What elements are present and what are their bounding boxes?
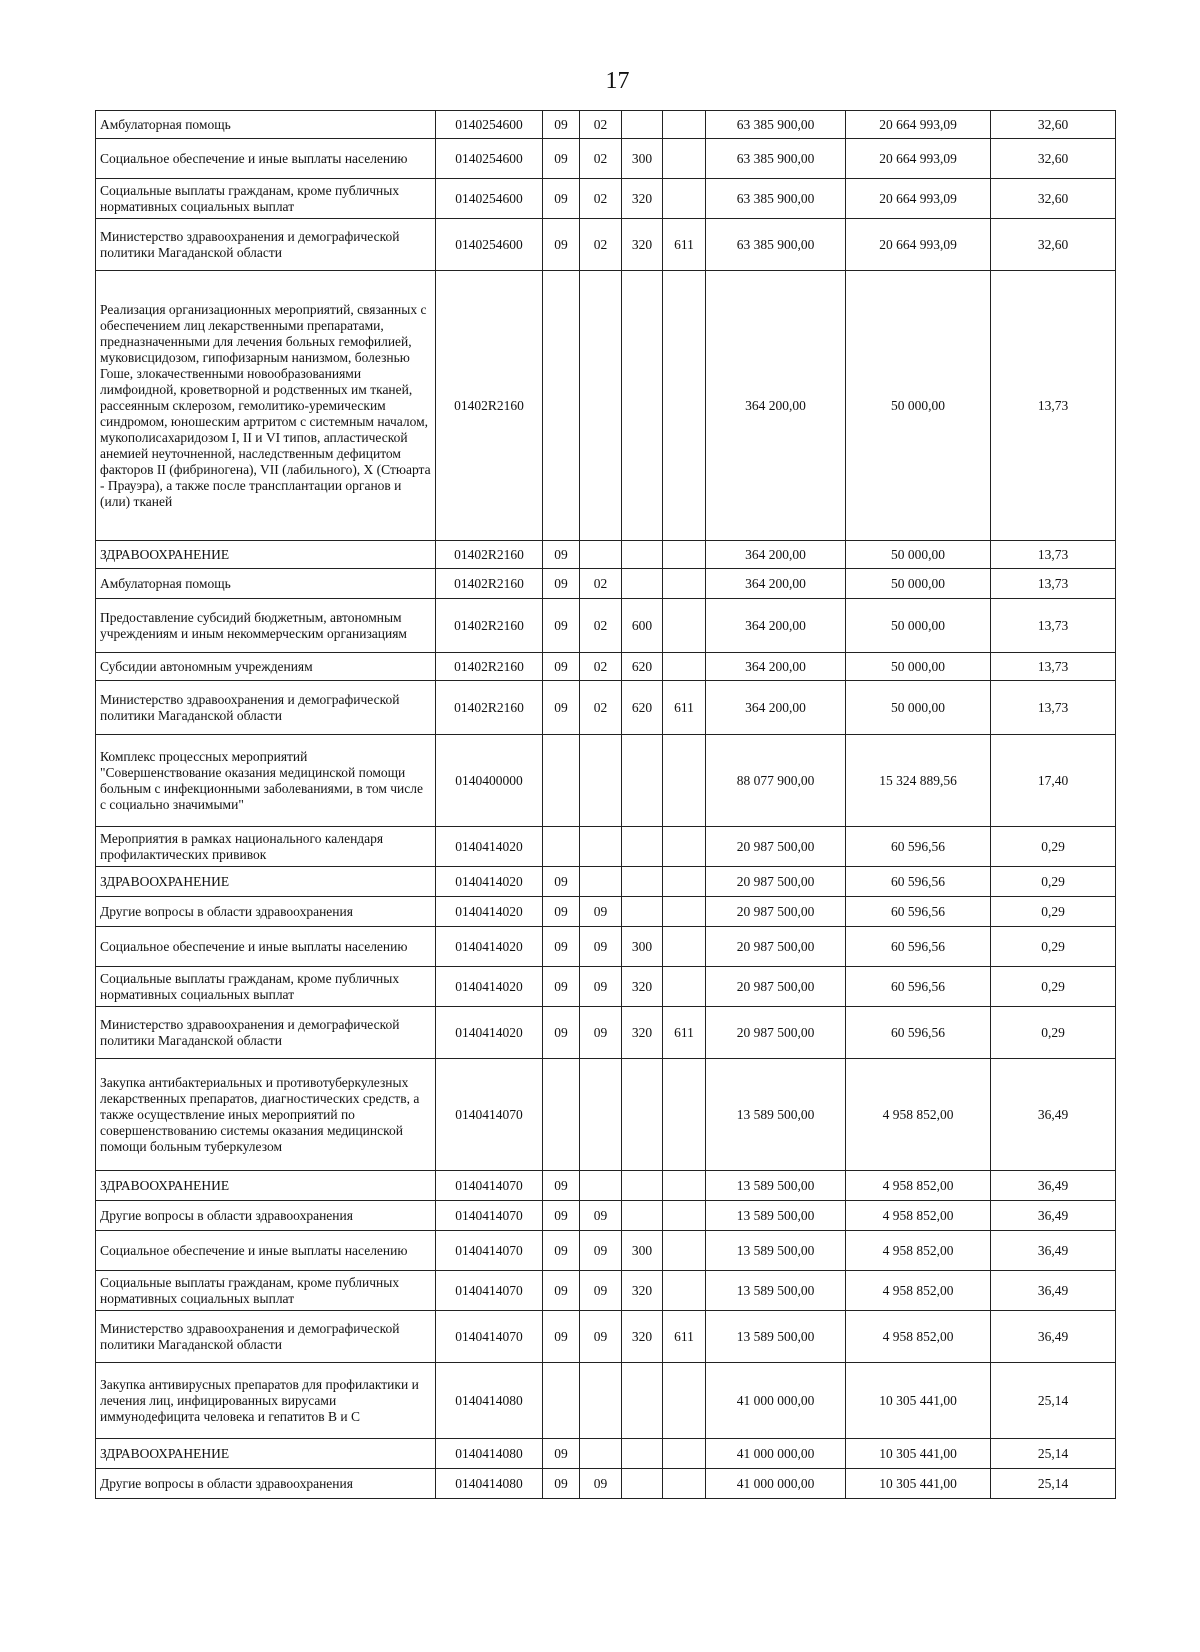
- cell-administrator: [663, 111, 706, 139]
- cell-executed: 4 958 852,00: [846, 1059, 991, 1171]
- cell-expense-type: 600: [622, 599, 663, 653]
- cell-expense-type: [622, 1363, 663, 1439]
- cell-administrator: [663, 967, 706, 1007]
- cell-administrator: [663, 1201, 706, 1231]
- cell-name: Реализация организационных мероприятий, связанных с обеспечением лиц лекарственными препаратами, предназначенными для лечения больных гемофилией, муковисцидозом, гипофизарным нанизмом, болезнью Гоше, злокачественными новообразованиями лимфоидной, кроветворной и родственных им тканей, рассеянным склерозом, гемолитико-уремическим синдромом, юношеским артритом с системным началом, мукополисахаридозом I, II и VI типов, апластической анемией неуточненной, наследственным дефицитом факторов II (фибриногена), VII (лабильного), X (Стюарта - Прауэра), а также после трансплантации органов и (или) тканей: [96, 271, 436, 541]
- cell-subsection: 09: [580, 1469, 622, 1499]
- cell-planned: 41 000 000,00: [706, 1363, 846, 1439]
- cell-name: Министерство здравоохранения и демографической политики Магаданской области: [96, 1007, 436, 1059]
- cell-planned: 41 000 000,00: [706, 1469, 846, 1499]
- cell-section: 09: [543, 1311, 580, 1363]
- cell-subsection: 02: [580, 111, 622, 139]
- cell-name: Другие вопросы в области здравоохранения: [96, 1469, 436, 1499]
- cell-planned: 364 200,00: [706, 271, 846, 541]
- cell-administrator: [663, 927, 706, 967]
- cell-target-code: 0140414080: [436, 1363, 543, 1439]
- cell-administrator: [663, 1469, 706, 1499]
- cell-name: Социальное обеспечение и иные выплаты населению: [96, 927, 436, 967]
- cell-target-code: 0140254600: [436, 219, 543, 271]
- cell-executed: 20 664 993,09: [846, 139, 991, 179]
- cell-executed: 20 664 993,09: [846, 219, 991, 271]
- cell-administrator: [663, 139, 706, 179]
- cell-percent: 13,73: [991, 541, 1116, 569]
- cell-executed: 10 305 441,00: [846, 1469, 991, 1499]
- cell-planned: 13 589 500,00: [706, 1311, 846, 1363]
- cell-section: 09: [543, 897, 580, 927]
- cell-administrator: [663, 1363, 706, 1439]
- cell-planned: 364 200,00: [706, 541, 846, 569]
- cell-target-code: 0140414020: [436, 967, 543, 1007]
- cell-section: 09: [543, 111, 580, 139]
- table-row: [96, 1007, 1116, 1059]
- cell-executed: 50 000,00: [846, 599, 991, 653]
- cell-administrator: [663, 569, 706, 599]
- cell-executed: 60 596,56: [846, 827, 991, 867]
- cell-name: Субсидии автономным учреждениям: [96, 653, 436, 681]
- cell-expense-type: 300: [622, 1231, 663, 1271]
- cell-administrator: [663, 1439, 706, 1469]
- cell-subsection: 09: [580, 1311, 622, 1363]
- cell-percent: 0,29: [991, 967, 1116, 1007]
- table-row: [96, 1469, 1116, 1499]
- cell-executed: 4 958 852,00: [846, 1311, 991, 1363]
- table-row: [96, 927, 1116, 967]
- table-row: [96, 599, 1116, 653]
- cell-planned: 20 987 500,00: [706, 867, 846, 897]
- table-row: [96, 1363, 1116, 1439]
- table-row: [96, 681, 1116, 735]
- cell-name: Предоставление субсидий бюджетным, автономным учреждениям и иным некоммерческим организациям: [96, 599, 436, 653]
- cell-subsection: [580, 1171, 622, 1201]
- table-row: [96, 1439, 1116, 1469]
- budget-table: [95, 110, 1116, 1499]
- cell-target-code: 01402R2160: [436, 271, 543, 541]
- cell-section: 09: [543, 1469, 580, 1499]
- cell-target-code: 01402R2160: [436, 541, 543, 569]
- cell-percent: 0,29: [991, 927, 1116, 967]
- cell-target-code: 01402R2160: [436, 681, 543, 735]
- table-row: [96, 1231, 1116, 1271]
- cell-administrator: [663, 897, 706, 927]
- cell-executed: 20 664 993,09: [846, 111, 991, 139]
- cell-executed: 50 000,00: [846, 271, 991, 541]
- cell-percent: 17,40: [991, 735, 1116, 827]
- cell-executed: 50 000,00: [846, 569, 991, 599]
- cell-expense-type: [622, 1439, 663, 1469]
- cell-planned: 63 385 900,00: [706, 179, 846, 219]
- cell-percent: 25,14: [991, 1363, 1116, 1439]
- cell-name: ЗДРАВООХРАНЕНИЕ: [96, 1171, 436, 1201]
- cell-executed: 10 305 441,00: [846, 1363, 991, 1439]
- cell-section: 09: [543, 1201, 580, 1231]
- cell-section: 09: [543, 653, 580, 681]
- cell-expense-type: [622, 897, 663, 927]
- cell-target-code: 0140414070: [436, 1311, 543, 1363]
- cell-percent: 36,49: [991, 1171, 1116, 1201]
- cell-subsection: [580, 735, 622, 827]
- cell-percent: 13,73: [991, 271, 1116, 541]
- cell-name: Министерство здравоохранения и демографической политики Магаданской области: [96, 1311, 436, 1363]
- cell-planned: 13 589 500,00: [706, 1171, 846, 1201]
- cell-administrator: [663, 1059, 706, 1171]
- cell-planned: 364 200,00: [706, 681, 846, 735]
- cell-planned: 63 385 900,00: [706, 219, 846, 271]
- cell-name: Комплекс процессных мероприятий "Совершенствование оказания медицинской помощи больным с инфекционными заболеваниями, в том числе с социально значимыми": [96, 735, 436, 827]
- cell-subsection: 02: [580, 599, 622, 653]
- page-number: 17: [605, 68, 630, 94]
- cell-executed: 50 000,00: [846, 541, 991, 569]
- cell-target-code: 0140414070: [436, 1059, 543, 1171]
- cell-expense-type: [622, 541, 663, 569]
- cell-percent: 13,73: [991, 653, 1116, 681]
- cell-section: 09: [543, 1171, 580, 1201]
- cell-name: Министерство здравоохранения и демографической политики Магаданской области: [96, 219, 436, 271]
- cell-expense-type: [622, 1201, 663, 1231]
- cell-expense-type: 320: [622, 967, 663, 1007]
- cell-administrator: 611: [663, 1007, 706, 1059]
- cell-administrator: [663, 1271, 706, 1311]
- cell-section: [543, 1363, 580, 1439]
- table-body: [96, 111, 1116, 1499]
- cell-expense-type: 300: [622, 927, 663, 967]
- cell-administrator: 611: [663, 219, 706, 271]
- cell-subsection: [580, 1439, 622, 1469]
- cell-planned: 364 200,00: [706, 653, 846, 681]
- cell-administrator: [663, 1231, 706, 1271]
- cell-expense-type: 320: [622, 1311, 663, 1363]
- table-row: [96, 1271, 1116, 1311]
- cell-target-code: 0140254600: [436, 139, 543, 179]
- cell-section: 09: [543, 867, 580, 897]
- cell-target-code: 0140254600: [436, 111, 543, 139]
- cell-planned: 41 000 000,00: [706, 1439, 846, 1469]
- cell-administrator: [663, 541, 706, 569]
- cell-percent: 36,49: [991, 1311, 1116, 1363]
- cell-name: ЗДРАВООХРАНЕНИЕ: [96, 541, 436, 569]
- cell-planned: 63 385 900,00: [706, 111, 846, 139]
- cell-planned: 88 077 900,00: [706, 735, 846, 827]
- cell-executed: 20 664 993,09: [846, 179, 991, 219]
- cell-expense-type: 320: [622, 179, 663, 219]
- cell-planned: 364 200,00: [706, 599, 846, 653]
- cell-name: Мероприятия в рамках национального календаря профилактических прививок: [96, 827, 436, 867]
- cell-percent: 0,29: [991, 1007, 1116, 1059]
- cell-subsection: 02: [580, 179, 622, 219]
- cell-expense-type: [622, 827, 663, 867]
- cell-name: Другие вопросы в области здравоохранения: [96, 1201, 436, 1231]
- cell-target-code: 0140254600: [436, 179, 543, 219]
- cell-subsection: [580, 1059, 622, 1171]
- cell-target-code: 01402R2160: [436, 569, 543, 599]
- table-row: [96, 139, 1116, 179]
- cell-section: 09: [543, 599, 580, 653]
- cell-expense-type: 320: [622, 1007, 663, 1059]
- cell-target-code: 0140414070: [436, 1201, 543, 1231]
- table-row: [96, 735, 1116, 827]
- cell-section: 09: [543, 569, 580, 599]
- cell-section: 09: [543, 1439, 580, 1469]
- cell-expense-type: 320: [622, 219, 663, 271]
- table-row: [96, 541, 1116, 569]
- cell-section: 09: [543, 179, 580, 219]
- cell-section: 09: [543, 139, 580, 179]
- cell-expense-type: [622, 1171, 663, 1201]
- table-row: [96, 569, 1116, 599]
- cell-target-code: 0140414020: [436, 927, 543, 967]
- cell-subsection: 09: [580, 967, 622, 1007]
- cell-planned: 20 987 500,00: [706, 897, 846, 927]
- cell-target-code: 0140414020: [436, 827, 543, 867]
- cell-subsection: 02: [580, 681, 622, 735]
- cell-planned: 13 589 500,00: [706, 1231, 846, 1271]
- cell-expense-type: [622, 1059, 663, 1171]
- cell-percent: 36,49: [991, 1201, 1116, 1231]
- cell-administrator: [663, 827, 706, 867]
- cell-executed: 15 324 889,56: [846, 735, 991, 827]
- cell-percent: 13,73: [991, 681, 1116, 735]
- table-row: [96, 179, 1116, 219]
- cell-executed: 60 596,56: [846, 967, 991, 1007]
- cell-subsection: 09: [580, 1201, 622, 1231]
- cell-subsection: 02: [580, 653, 622, 681]
- cell-expense-type: [622, 271, 663, 541]
- cell-subsection: 09: [580, 897, 622, 927]
- cell-target-code: 0140414020: [436, 1007, 543, 1059]
- cell-administrator: [663, 1171, 706, 1201]
- cell-planned: 13 589 500,00: [706, 1271, 846, 1311]
- cell-target-code: 0140414070: [436, 1231, 543, 1271]
- cell-target-code: 01402R2160: [436, 599, 543, 653]
- cell-administrator: [663, 735, 706, 827]
- cell-section: 09: [543, 1271, 580, 1311]
- cell-administrator: [663, 179, 706, 219]
- cell-executed: 60 596,56: [846, 897, 991, 927]
- cell-subsection: [580, 827, 622, 867]
- cell-expense-type: [622, 569, 663, 599]
- cell-name: Социальные выплаты гражданам, кроме публичных нормативных социальных выплат: [96, 179, 436, 219]
- cell-subsection: 02: [580, 569, 622, 599]
- cell-executed: 60 596,56: [846, 867, 991, 897]
- cell-section: 09: [543, 1007, 580, 1059]
- cell-percent: 32,60: [991, 139, 1116, 179]
- cell-percent: 32,60: [991, 179, 1116, 219]
- cell-subsection: [580, 541, 622, 569]
- cell-executed: 50 000,00: [846, 653, 991, 681]
- cell-target-code: 0140414070: [436, 1271, 543, 1311]
- table-row: [96, 271, 1116, 541]
- cell-subsection: 02: [580, 139, 622, 179]
- cell-executed: 4 958 852,00: [846, 1201, 991, 1231]
- table-row: [96, 1059, 1116, 1171]
- cell-subsection: 09: [580, 927, 622, 967]
- cell-planned: 20 987 500,00: [706, 967, 846, 1007]
- cell-name: ЗДРАВООХРАНЕНИЕ: [96, 867, 436, 897]
- cell-name: ЗДРАВООХРАНЕНИЕ: [96, 1439, 436, 1469]
- cell-section: [543, 1059, 580, 1171]
- cell-name: Амбулаторная помощь: [96, 111, 436, 139]
- cell-percent: 13,73: [991, 599, 1116, 653]
- cell-target-code: 0140414020: [436, 867, 543, 897]
- cell-target-code: 0140414020: [436, 897, 543, 927]
- cell-subsection: [580, 867, 622, 897]
- cell-percent: 32,60: [991, 111, 1116, 139]
- cell-subsection: 09: [580, 1007, 622, 1059]
- cell-percent: 0,29: [991, 897, 1116, 927]
- cell-executed: 60 596,56: [846, 927, 991, 967]
- cell-target-code: 0140400000: [436, 735, 543, 827]
- cell-name: Социальное обеспечение и иные выплаты населению: [96, 1231, 436, 1271]
- cell-executed: 4 958 852,00: [846, 1271, 991, 1311]
- cell-section: 09: [543, 219, 580, 271]
- cell-planned: 20 987 500,00: [706, 927, 846, 967]
- cell-section: [543, 735, 580, 827]
- table-row: [96, 827, 1116, 867]
- cell-target-code: 0140414080: [436, 1469, 543, 1499]
- cell-percent: 0,29: [991, 867, 1116, 897]
- cell-name: Закупка антивирусных препаратов для профилактики и лечения лиц, инфицированных вирусами иммунодефицита человека и гепатитов B и C: [96, 1363, 436, 1439]
- cell-expense-type: 320: [622, 1271, 663, 1311]
- cell-executed: 50 000,00: [846, 681, 991, 735]
- cell-administrator: [663, 271, 706, 541]
- cell-name: Социальное обеспечение и иные выплаты населению: [96, 139, 436, 179]
- cell-name: Социальные выплаты гражданам, кроме публичных нормативных социальных выплат: [96, 967, 436, 1007]
- cell-name: Социальные выплаты гражданам, кроме публичных нормативных социальных выплат: [96, 1271, 436, 1311]
- cell-section: [543, 271, 580, 541]
- cell-name: Другие вопросы в области здравоохранения: [96, 897, 436, 927]
- cell-percent: 25,14: [991, 1439, 1116, 1469]
- cell-administrator: 611: [663, 681, 706, 735]
- cell-administrator: [663, 599, 706, 653]
- cell-percent: 36,49: [991, 1271, 1116, 1311]
- cell-administrator: 611: [663, 1311, 706, 1363]
- cell-percent: 0,29: [991, 827, 1116, 867]
- cell-name: Закупка антибактериальных и противотуберкулезных лекарственных препаратов, диагностических средств, а также осуществление иных мероприятий по совершенствованию системы оказания медицинской помощи больным туберкулезом: [96, 1059, 436, 1171]
- cell-planned: 63 385 900,00: [706, 139, 846, 179]
- cell-executed: 10 305 441,00: [846, 1439, 991, 1469]
- table-row: [96, 867, 1116, 897]
- cell-expense-type: [622, 735, 663, 827]
- cell-section: 09: [543, 927, 580, 967]
- cell-target-code: 0140414080: [436, 1439, 543, 1469]
- cell-expense-type: [622, 111, 663, 139]
- cell-section: 09: [543, 1231, 580, 1271]
- cell-name: Министерство здравоохранения и демографической политики Магаданской области: [96, 681, 436, 735]
- cell-subsection: [580, 271, 622, 541]
- cell-section: [543, 827, 580, 867]
- cell-executed: 4 958 852,00: [846, 1231, 991, 1271]
- table-row: [96, 111, 1116, 139]
- cell-subsection: [580, 1363, 622, 1439]
- cell-expense-type: [622, 867, 663, 897]
- cell-administrator: [663, 653, 706, 681]
- table-row: [96, 1171, 1116, 1201]
- cell-expense-type: 300: [622, 139, 663, 179]
- cell-percent: 25,14: [991, 1469, 1116, 1499]
- table-row: [96, 967, 1116, 1007]
- cell-administrator: [663, 867, 706, 897]
- cell-planned: 13 589 500,00: [706, 1059, 846, 1171]
- cell-section: 09: [543, 681, 580, 735]
- cell-executed: 4 958 852,00: [846, 1171, 991, 1201]
- cell-percent: 36,49: [991, 1231, 1116, 1271]
- cell-percent: 13,73: [991, 569, 1116, 599]
- cell-section: 09: [543, 541, 580, 569]
- cell-target-code: 0140414070: [436, 1171, 543, 1201]
- cell-expense-type: 620: [622, 681, 663, 735]
- cell-percent: 32,60: [991, 219, 1116, 271]
- cell-planned: 364 200,00: [706, 569, 846, 599]
- cell-subsection: 09: [580, 1271, 622, 1311]
- cell-expense-type: 620: [622, 653, 663, 681]
- cell-subsection: 02: [580, 219, 622, 271]
- table-row: [96, 1201, 1116, 1231]
- cell-target-code: 01402R2160: [436, 653, 543, 681]
- table-row: [96, 653, 1116, 681]
- cell-percent: 36,49: [991, 1059, 1116, 1171]
- cell-planned: 20 987 500,00: [706, 827, 846, 867]
- cell-name: Амбулаторная помощь: [96, 569, 436, 599]
- table-row: [96, 897, 1116, 927]
- table-row: [96, 219, 1116, 271]
- cell-executed: 60 596,56: [846, 1007, 991, 1059]
- cell-planned: 13 589 500,00: [706, 1201, 846, 1231]
- cell-expense-type: [622, 1469, 663, 1499]
- cell-section: 09: [543, 967, 580, 1007]
- cell-subsection: 09: [580, 1231, 622, 1271]
- cell-planned: 20 987 500,00: [706, 1007, 846, 1059]
- table-row: [96, 1311, 1116, 1363]
